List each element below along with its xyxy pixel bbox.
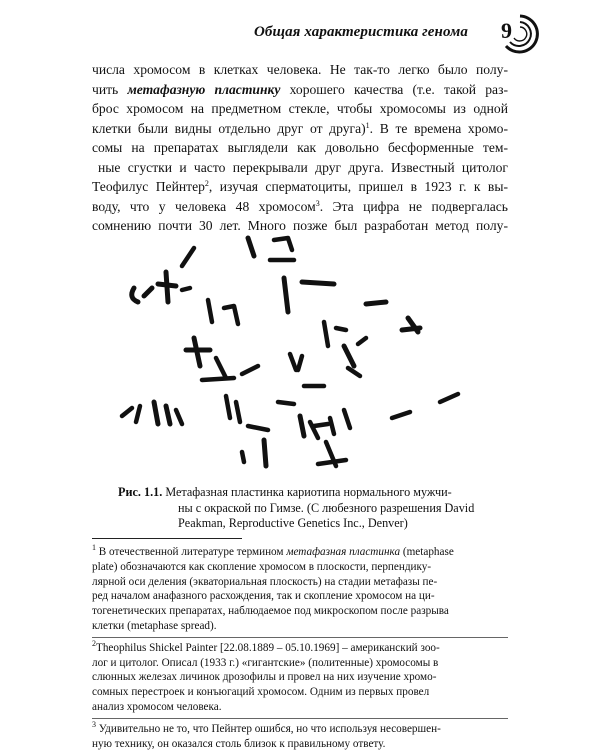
page-number: 9 [501, 18, 512, 43]
chromosome [208, 300, 212, 322]
chromosome [176, 410, 182, 424]
chromosome [348, 368, 360, 376]
body-line: ные сгустки и часто перекрывали друг друга. Известный цитолог [98, 159, 508, 175]
body-line: брос хромосом на предметном стекле, чтобы хромосомы из одной [92, 101, 508, 116]
chromosome [302, 282, 334, 284]
footnote-3: $^3$ Удивительно не то, что Пейнтер ошибся, но что используя несовершен- ную технику, он оказался столь близок к правильному ответу. [92, 719, 441, 750]
chromosome [440, 394, 458, 402]
body-line: чить метафазную пластинку хорошего качества (т.е. такой раз- [92, 81, 508, 97]
chromosome [278, 402, 294, 404]
term-metaphase-plate: метафазную пластинку [127, 81, 281, 97]
chromosome [182, 248, 194, 266]
body-line: числа хромосом в клетках человека. Не так-то легко было полу- [92, 62, 508, 77]
body-line: сомнению почти 30 лет. Много позже был разработан метод полу- [92, 218, 508, 233]
chromosome [202, 378, 234, 380]
chromosome [264, 440, 266, 466]
chromosome [290, 354, 302, 370]
chromosome [186, 338, 210, 366]
chromosome [402, 318, 420, 332]
chromosome [154, 402, 170, 424]
chromosome [226, 396, 230, 418]
footnote-divider [92, 718, 508, 719]
chromosome [392, 412, 410, 418]
footnote-ref-2[interactable]: 2 [204, 179, 209, 188]
body-line: клетки были видны отдельно друг от друга)$^1$. В те времена хромо- [92, 120, 508, 136]
chromosome [224, 306, 238, 324]
chromosome [358, 338, 366, 344]
footnote-2: $^2$Theophilus Shickel Painter [22.08.1889 – 05.10.1969] – американский зоо- лог и цитолог. Описал (1933 г.) «гигантские» (политенные) хромосомы в слюнных железах личинок дрозофилы и провел на них изучение хромо- сомных перестроек и конъюгаций хромосом. Одним из первых провел анализ хромосом человека. [92, 638, 440, 713]
chromosome [344, 410, 350, 428]
figure-label: Рис. 1.1. [118, 485, 163, 499]
chromosome [182, 288, 190, 290]
running-title: Общая характеристика генома [253, 24, 468, 40]
chromosome [242, 452, 244, 462]
body-line: Теофилус Пейнтер$^2$, изучая сперматоциты, пришел в 1923 г. к вы- [92, 179, 508, 194]
chromosome [330, 418, 334, 434]
footnote-rule [92, 538, 242, 539]
chromosome [274, 238, 292, 250]
chromosome [318, 460, 346, 464]
metaphase-spread-figure [118, 226, 498, 488]
body-line: воду, что у человека 48 хромосом$^3$. Эта цифра не подвергалась [92, 198, 508, 214]
body-paragraph [92, 60, 508, 236]
footnote-1: $^1$ В отечественной литературе термином метафазная пластинка (metaphase plate) обозначаются как скопление хромосом в плоскости, перпендику- лярной оси деления (экваториальная плоскость) на стадии метафазы пе- ред началом анафазного расхождения, так и скопление хромосом на ци- тогенетических препаратах, наблюдаемое под микроскопом после разрыва клетки (metaphase spread). [92, 543, 454, 632]
chromosome [158, 272, 176, 302]
footnote-ref-3[interactable]: 3 [315, 198, 320, 208]
chromosome [310, 422, 328, 438]
chromosome [122, 406, 140, 422]
footnote-ref-1[interactable]: 1 [365, 120, 370, 130]
chromosome [242, 366, 258, 374]
figure-caption: Рис. 1.1. Метафазная пластинка кариотипа нормального мужчи- ны с окраской по Гимзе. (С любезного разрешения David Peakman, Reproductive Genetics Inc., Denver) [118, 485, 475, 530]
footnote-divider [92, 637, 508, 638]
chromosome [300, 416, 304, 436]
chromosome [236, 402, 240, 422]
body-line: сомы на препаратах выглядели как довольно бесформенные тем- [92, 140, 508, 155]
chromosome [132, 288, 152, 302]
chromosome [248, 238, 254, 256]
chromosome [344, 346, 354, 366]
chromosome [336, 328, 346, 330]
chromosome [216, 358, 226, 378]
chromosome [248, 426, 268, 430]
chromosome [366, 302, 386, 304]
chromosome [284, 278, 288, 312]
running-header [90, 18, 520, 46]
chromosome [324, 322, 328, 346]
footnotes [92, 545, 508, 754]
